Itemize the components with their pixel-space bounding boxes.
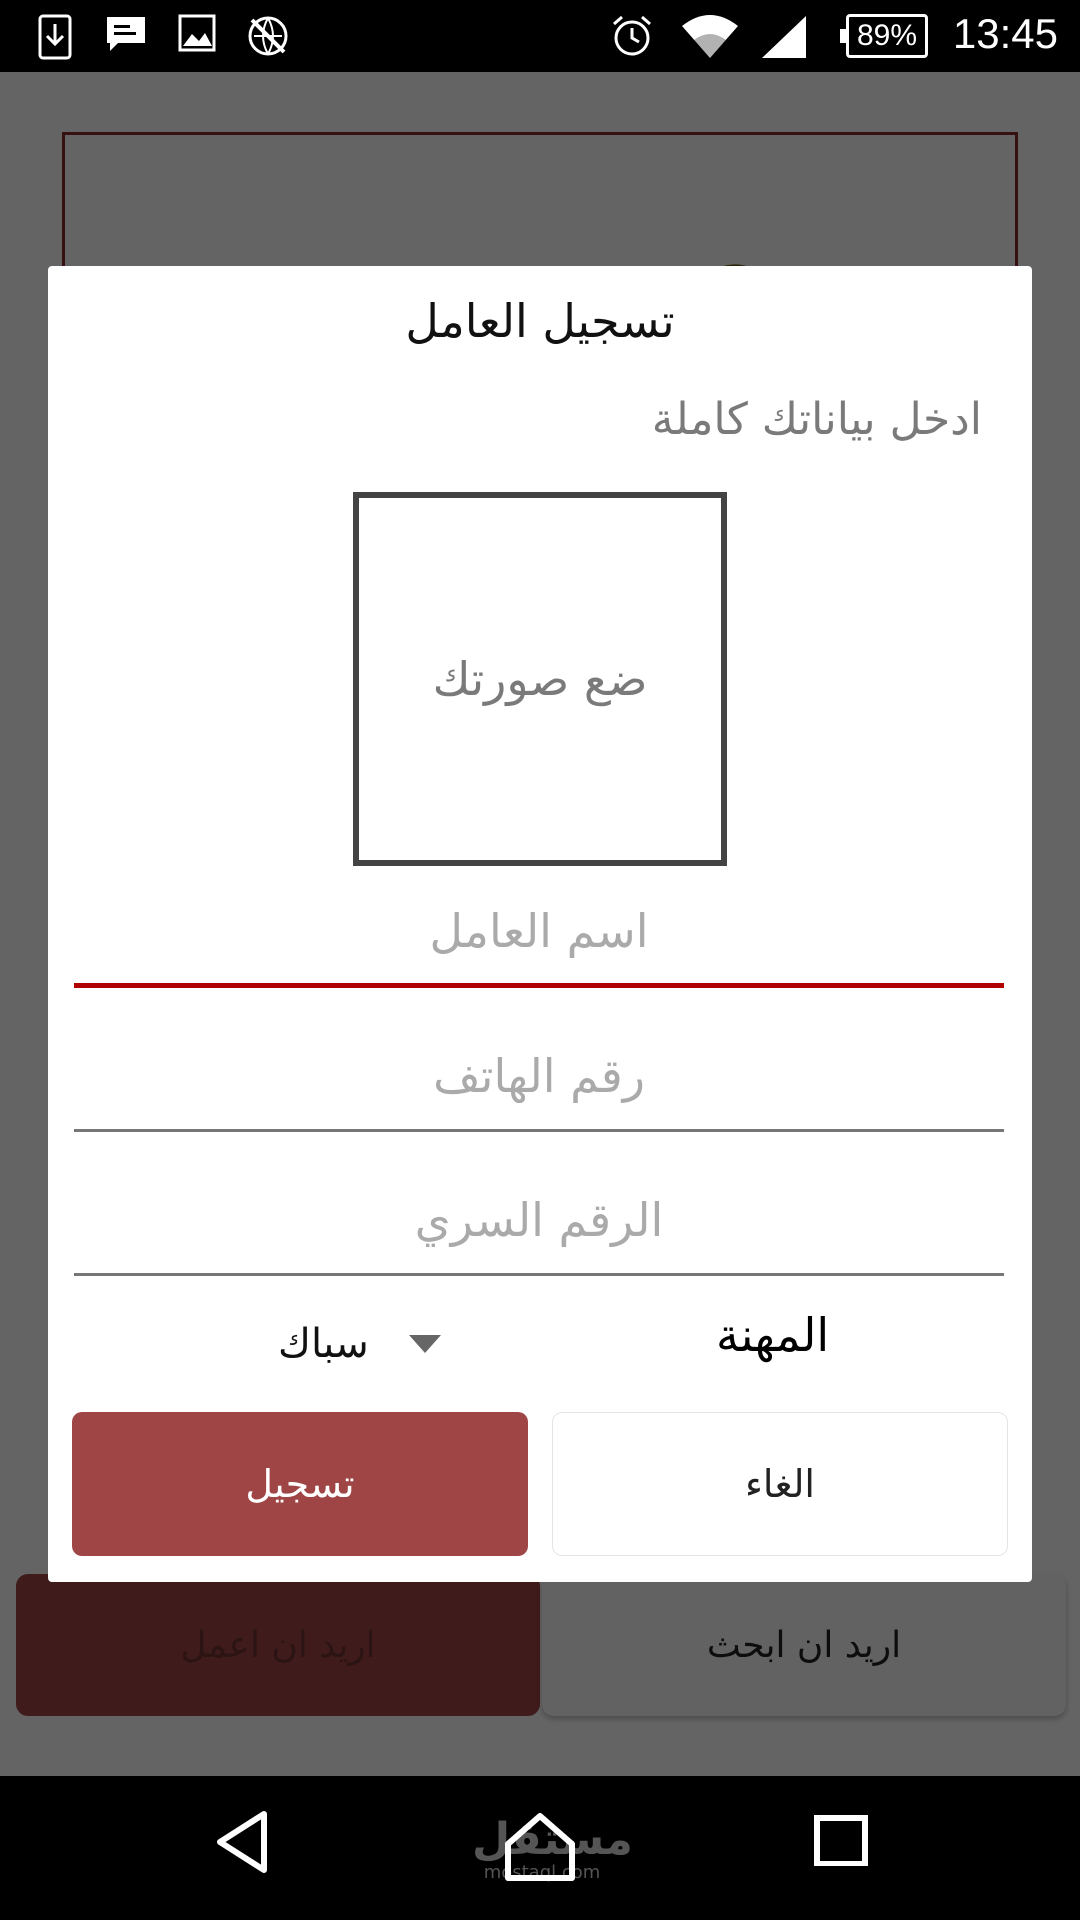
- recents-icon[interactable]: [812, 1806, 872, 1866]
- worker-name-field[interactable]: [74, 878, 1004, 988]
- clock-time: 13:45: [952, 10, 1058, 57]
- worker-registration-dialog: [48, 266, 1032, 1582]
- profession-label: المهنة: [716, 1308, 830, 1362]
- navigation-bar: [0, 1776, 1080, 1920]
- home-icon[interactable]: [500, 1806, 580, 1886]
- back-icon[interactable]: [210, 1806, 274, 1878]
- battery-level: 89%: [856, 19, 918, 52]
- dialog-subtitle: ادخل بياناتك كاملة: [651, 394, 982, 445]
- image-icon: [178, 14, 216, 52]
- dropdown-arrow-icon: [409, 1335, 441, 1353]
- watermark-text: مستقل: [472, 1814, 633, 1865]
- photo-upload-box[interactable]: [353, 492, 727, 866]
- status-bar: [0, 0, 1080, 72]
- cancel-button[interactable]: الغاء: [552, 1412, 1008, 1556]
- password-field[interactable]: [74, 1166, 1004, 1276]
- message-icon: [104, 14, 148, 54]
- register-button[interactable]: تسجيل: [72, 1412, 528, 1556]
- profession-dropdown[interactable]: [278, 1306, 558, 1382]
- alarm-icon: [610, 14, 654, 58]
- no-data-icon: [246, 14, 290, 58]
- wifi-icon: [680, 14, 740, 60]
- download-icon: [38, 14, 72, 60]
- battery-icon: [846, 14, 928, 58]
- signal-icon: [760, 14, 808, 60]
- photo-upload-label: ضع صورتك: [432, 652, 648, 706]
- dialog-title: تسجيل العامل: [405, 294, 675, 348]
- profession-selected-value: سباك: [278, 1321, 369, 1367]
- watermark-subtext: mostaql.com: [483, 1862, 601, 1883]
- phone-number-field[interactable]: [74, 1022, 1004, 1132]
